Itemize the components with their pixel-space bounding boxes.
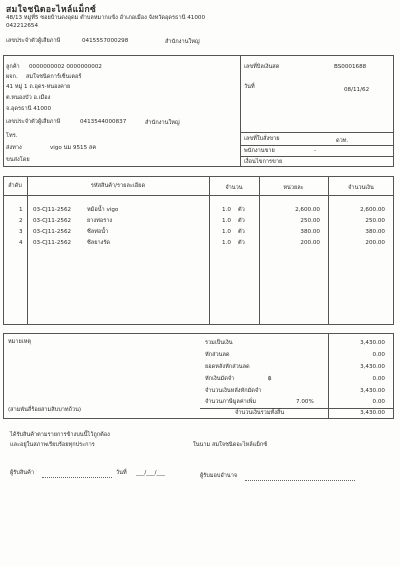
customer-code: 0000000002 0000000002 [29, 64, 102, 70]
remark-label: หมายเหตุ [8, 339, 32, 345]
customer-code-label: ลูกค้า [6, 64, 20, 70]
items-table [3, 176, 394, 325]
row-qty: 1.0 [222, 240, 231, 246]
customer-address-3: จ.อุดรธานี 41000 [6, 106, 52, 112]
row-desc: ซีลท่อน้ำ [87, 229, 109, 235]
company-name: สมใจชนิดอะไหล์แม็กซ์ [6, 5, 97, 15]
doc-date: 08/11/62 [344, 87, 370, 93]
col-divider-2 [209, 176, 210, 325]
row-desc: ซีลยางรัด [87, 240, 111, 246]
customer-ship-label: ส่งทาง [6, 145, 22, 151]
after-discount-value: 3,430.00 [360, 364, 385, 370]
row-amount: 2,600.00 [360, 207, 385, 213]
grand-total-divider [200, 408, 394, 409]
row-no: 3 [19, 229, 23, 235]
customer-tel-label: โทร. [6, 133, 18, 139]
subtotal-value: 3,430.00 [360, 340, 385, 346]
customer-shipto-label: ขนส่งโดย [6, 157, 30, 163]
customer-address-1: 41 หมู่ 1 ถ.อุดร-หนองคาย [6, 84, 71, 90]
customer-tax-label: เลขประจำตัวผู้เสียภาษี [6, 119, 61, 125]
row-qty: 1.0 [222, 218, 231, 224]
items-header-divider [3, 195, 394, 196]
vat-label: จำนวนภาษีมูลค่าเพิ่ม [205, 399, 257, 405]
receive-date-blank: ___/___/___ [136, 470, 165, 476]
row-desc: ยางท่อราง [87, 218, 113, 224]
deposit-label: หักเงินมัดจำ [205, 376, 235, 382]
grand-total-value: 3,430.00 [360, 410, 385, 416]
receiver-signature-line [42, 477, 112, 478]
grand-total-label: จำนวนเงินรวมทั้งสิ้น [235, 410, 285, 416]
row-code: 03-CJ11-2562 [33, 229, 72, 235]
doc-sales-value: - [314, 148, 317, 154]
customer-name-label: ผจก. [6, 74, 18, 80]
company-tax-id: 0415557000298 [82, 38, 129, 44]
in-name-of: ในนาม สมใจชนิดอะไหล์แม็กซ์ [193, 442, 268, 448]
row-unit: ตัว [238, 240, 245, 246]
header-amount: จำนวนเงิน [348, 185, 374, 191]
doc-divider-3 [240, 156, 394, 157]
row-unit: ตัว [238, 229, 245, 235]
col-divider-1 [27, 176, 28, 325]
authorized-label: ผู้รับมอบอำนาจ [200, 473, 238, 479]
col-divider-3 [259, 176, 260, 325]
row-code: 03-CJ11-2562 [33, 218, 72, 224]
customer-divider [240, 55, 241, 167]
row-qty: 1.0 [222, 229, 231, 235]
doc-terms-label: เงื่อนไขการขาย [244, 159, 283, 165]
doc-divider-1 [240, 132, 394, 133]
discount-value: 0.00 [372, 352, 385, 358]
doc-divider-2 [240, 145, 394, 146]
receive-date-label: วันที่ [116, 470, 127, 476]
doc-credit-label: ดวท. [336, 138, 349, 144]
doc-sales-label: พนักงานขาย [244, 148, 275, 154]
customer-ship: vigo นม 9515 สค [50, 145, 97, 151]
row-code: 03-CJ11-2562 [33, 240, 72, 246]
after-deposit-label: จำนวนเงินหลังหักมัดจำ [205, 388, 262, 394]
row-no: 1 [19, 207, 23, 213]
row-code: 03-CJ11-2562 [33, 207, 72, 213]
company-phone: 042212654 [6, 23, 39, 29]
header-qty: จำนวน [225, 185, 243, 191]
received-text-2: และอยู่ในสภาพเรียบร้อยทุกประการ [10, 442, 95, 448]
col-divider-4 [328, 176, 329, 325]
doc-date-label: วันที่ [244, 84, 255, 90]
row-desc: หม้อน้ำ vigo [87, 207, 119, 213]
doc-no-label: เลขที่บิลเงินสด [244, 64, 280, 70]
subtotal-label: รวมเป็นเงิน [205, 340, 233, 346]
row-amount: 380.00 [365, 229, 385, 235]
header-description: รหัสสินค้า/รายละเอียด [90, 183, 146, 189]
after-deposit-value: 3,430.00 [360, 388, 385, 394]
row-amount: 200.00 [365, 240, 385, 246]
row-price: 2,600.00 [295, 207, 320, 213]
row-qty: 1.0 [222, 207, 231, 213]
doc-ref-label: เลขที่ใบสั่งขาย [244, 136, 280, 142]
row-amount: 250.00 [365, 218, 385, 224]
company-address: 48/13 หมู่ที่5 ซอยบ้านดงอุดม ตำบลหมากแข้ง อำเภอเมือง จังหวัดอุดรธานี 41000 [6, 15, 206, 21]
vat-value: 0.00 [372, 399, 385, 405]
after-discount-label: ยอดหลังหักส่วนลด [205, 364, 250, 370]
customer-address-2: ต.หนองบัว อ.เมือง [6, 95, 51, 101]
deposit-value: 0.00 [372, 376, 385, 382]
row-price: 200.00 [300, 240, 320, 246]
row-no: 4 [19, 240, 23, 246]
customer-name: สมใจชนิดการ์เซ็นเตอร์ [26, 74, 82, 80]
receiver-label: ผู้รับสินค้า [10, 470, 34, 476]
customer-tax-id: 0413544000837 [80, 119, 127, 125]
header-no: ลำดับ [8, 183, 22, 189]
customer-branch: สำนักงานใหญ่ [145, 120, 180, 126]
vat-rate: 7.00% [296, 399, 314, 405]
row-no: 2 [19, 218, 23, 224]
company-tax-label: เลขประจำตัวผู้เสียภาษี [6, 38, 61, 44]
deposit-mark: ฿ [268, 376, 272, 382]
row-price: 250.00 [300, 218, 320, 224]
company-branch: สำนักงานใหญ่ [165, 39, 200, 45]
row-unit: ตัว [238, 218, 245, 224]
discount-label: หักส่วนลด [205, 352, 230, 358]
row-price: 380.00 [300, 229, 320, 235]
header-price: หน่วยละ [283, 185, 304, 191]
row-unit: ตัว [238, 207, 245, 213]
totals-divider [328, 333, 329, 419]
doc-no: BS0001688 [334, 64, 367, 70]
authorized-signature-line [245, 480, 355, 481]
received-text-1: ได้รับสินค้าตามรายการข้างบนนี้ไว้ถูกต้อง [10, 432, 110, 438]
amount-in-words: (สามพันสี่ร้อยสามสิบบาทถ้วน) [8, 407, 82, 413]
